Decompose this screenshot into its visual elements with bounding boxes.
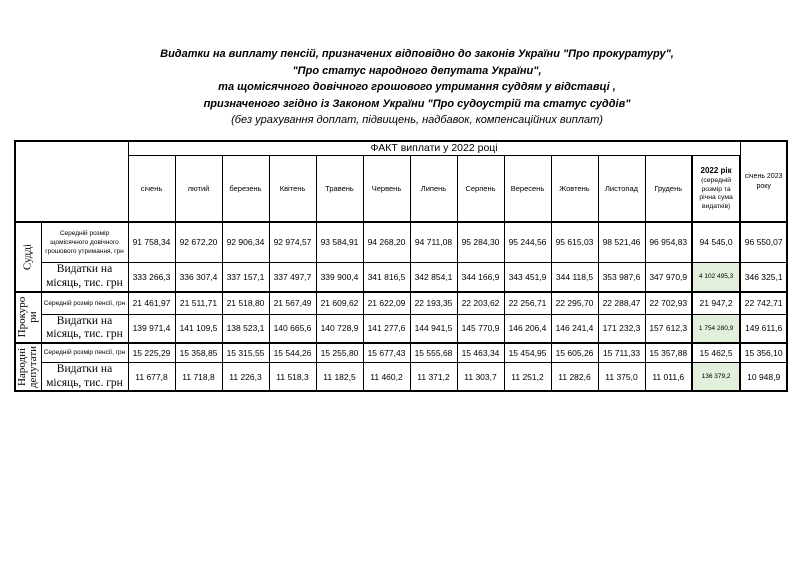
value-cell: 146 206,4 <box>504 314 551 343</box>
month-header: Листопад <box>598 156 645 223</box>
row-label: Середній розмір пенсії, грн <box>41 292 128 314</box>
value-cell: 21 511,71 <box>175 292 222 314</box>
month-header: лютий <box>175 156 222 223</box>
value-cell: 15 677,43 <box>363 343 410 363</box>
next-year-value-cell: 346 325,1 <box>740 262 787 292</box>
report-title-line: Видатки на виплату пенсій, призначених відповідно до законів України "Про прокуратуру", <box>160 48 674 60</box>
value-cell: 92 906,34 <box>222 222 269 262</box>
value-cell: 91 758,34 <box>128 222 175 262</box>
value-cell: 141 277,6 <box>363 314 410 343</box>
summary-value-cell: 136 379,2 <box>692 363 740 392</box>
report-title-line: "Про статус народного депутата України", <box>292 64 542 77</box>
month-header: Жовтень <box>551 156 598 223</box>
value-cell: 92 974,57 <box>269 222 316 262</box>
value-cell: 22 203,62 <box>457 292 504 314</box>
value-cell: 21 622,09 <box>363 292 410 314</box>
summary-value-cell: 4 102 495,3 <box>692 262 740 292</box>
group-label-text <box>23 244 34 270</box>
month-header: січень <box>128 156 175 223</box>
value-cell: 11 011,6 <box>645 363 692 392</box>
value-cell: 11 460,2 <box>363 363 410 392</box>
group-label <box>15 292 41 343</box>
value-cell: 11 226,3 <box>222 363 269 392</box>
value-cell: 22 295,70 <box>551 292 598 314</box>
value-cell: 171 232,3 <box>598 314 645 343</box>
summary-column-header <box>692 156 740 223</box>
value-cell: 353 987,6 <box>598 262 645 292</box>
value-cell: 21 567,49 <box>269 292 316 314</box>
value-cell: 98 521,46 <box>598 222 645 262</box>
next-year-value-cell: 96 550,07 <box>740 222 787 262</box>
value-cell: 15 711,33 <box>598 343 645 363</box>
month-header: Грудень <box>645 156 692 223</box>
value-cell: 344 166,9 <box>457 262 504 292</box>
group-label-line: Прокуро <box>16 296 29 338</box>
value-cell: 141 109,5 <box>175 314 222 343</box>
value-cell: 342 854,1 <box>410 262 457 292</box>
value-cell: 15 255,80 <box>316 343 363 363</box>
group-label-line: ри <box>27 311 40 323</box>
row-label: Видатки на місяць, тис. грн <box>41 363 128 392</box>
month-header: Травень <box>316 156 363 223</box>
report-title <box>34 46 800 129</box>
value-cell: 146 241,4 <box>551 314 598 343</box>
value-cell: 333 266,3 <box>128 262 175 292</box>
table-row <box>15 222 787 262</box>
row-label: Видатки на місяць, тис. грн <box>41 314 128 343</box>
value-cell: 11 182,5 <box>316 363 363 392</box>
value-cell: 15 463,34 <box>457 343 504 363</box>
month-header: березень <box>222 156 269 223</box>
group-label <box>15 222 41 292</box>
value-cell: 144 941,5 <box>410 314 457 343</box>
report-table <box>14 140 788 392</box>
value-cell: 22 288,47 <box>598 292 645 314</box>
summary-value-cell: 21 947,2 <box>692 292 740 314</box>
value-cell: 140 665,6 <box>269 314 316 343</box>
value-cell: 139 971,4 <box>128 314 175 343</box>
value-cell: 138 523,1 <box>222 314 269 343</box>
table-row <box>15 314 787 343</box>
month-header: Серпень <box>457 156 504 223</box>
value-cell: 95 615,03 <box>551 222 598 262</box>
value-cell: 145 770,9 <box>457 314 504 343</box>
value-cell: 11 375,0 <box>598 363 645 392</box>
value-cell: 94 268,20 <box>363 222 410 262</box>
value-cell: 15 315,55 <box>222 343 269 363</box>
value-cell: 94 711,08 <box>410 222 457 262</box>
table-row <box>15 262 787 292</box>
value-cell: 343 451,9 <box>504 262 551 292</box>
next-year-value-cell: 22 742,71 <box>740 292 787 314</box>
value-cell: 21 461,97 <box>128 292 175 314</box>
table-body <box>15 222 787 391</box>
value-cell: 15 605,26 <box>551 343 598 363</box>
value-cell: 11 251,2 <box>504 363 551 392</box>
value-cell: 336 307,4 <box>175 262 222 292</box>
value-cell: 15 454,95 <box>504 343 551 363</box>
value-cell: 11 303,7 <box>457 363 504 392</box>
row-label: Видатки на місяць, тис. грн <box>41 262 128 292</box>
month-header: Червень <box>363 156 410 223</box>
row-label: Середній розмір щомісячного довічного грошового утримання, грн <box>41 222 128 262</box>
value-cell: 22 702,93 <box>645 292 692 314</box>
value-cell: 22 256,71 <box>504 292 551 314</box>
table-row <box>15 343 787 363</box>
value-cell: 15 357,88 <box>645 343 692 363</box>
value-cell: 15 225,29 <box>128 343 175 363</box>
value-cell: 21 518,80 <box>222 292 269 314</box>
summary-value-cell: 1 754 280,9 <box>692 314 740 343</box>
value-cell: 140 728,9 <box>316 314 363 343</box>
table-row <box>15 363 787 392</box>
month-header: Квітень <box>269 156 316 223</box>
next-year-column-header: січень 2023 року <box>740 141 787 222</box>
value-cell: 11 718,8 <box>175 363 222 392</box>
value-cell: 93 584,91 <box>316 222 363 262</box>
value-cell: 339 900,4 <box>316 262 363 292</box>
value-cell: 11 282,6 <box>551 363 598 392</box>
next-year-value-cell: 15 356,10 <box>740 343 787 363</box>
month-header: Липень <box>410 156 457 223</box>
value-cell: 337 157,1 <box>222 262 269 292</box>
group-label-text <box>17 346 39 388</box>
next-year-value-cell: 10 948,9 <box>740 363 787 392</box>
value-cell: 157 612,3 <box>645 314 692 343</box>
value-cell: 21 609,62 <box>316 292 363 314</box>
value-cell: 337 497,7 <box>269 262 316 292</box>
summary-column-title: 2022 рік <box>700 166 732 175</box>
value-cell: 95 284,30 <box>457 222 504 262</box>
value-cell: 15 358,85 <box>175 343 222 363</box>
value-cell: 92 672,20 <box>175 222 222 262</box>
value-cell: 347 970,9 <box>645 262 692 292</box>
group-label-text <box>17 297 39 338</box>
row-label: Середній розмір пенсії, грн <box>41 343 128 363</box>
table-header <box>15 141 787 222</box>
value-cell: 96 954,83 <box>645 222 692 262</box>
summary-value-cell: 94 545,0 <box>692 222 740 262</box>
corner-cell <box>15 141 128 222</box>
report-title-line: (без урахування доплат, підвищень, надбавок, компенсаційних виплат) <box>231 114 603 126</box>
value-cell: 344 118,5 <box>551 262 598 292</box>
group-label-line: депутати <box>27 345 40 388</box>
fact-period-header: ФАКТ виплати у 2022 році <box>128 141 740 156</box>
header-row-months <box>15 156 787 223</box>
value-cell: 95 244,56 <box>504 222 551 262</box>
table-row <box>15 292 787 314</box>
report-title-line: призначеного згідно із Законом України "Про судоустрій та статус суддів" <box>203 97 631 110</box>
summary-value-cell: 15 462,5 <box>692 343 740 363</box>
value-cell: 11 518,3 <box>269 363 316 392</box>
group-label <box>15 343 41 392</box>
value-cell: 11 371,2 <box>410 363 457 392</box>
summary-column-subtitle: (середній розмір та річна сума видатків) <box>699 177 733 210</box>
report-title-line: та щомісячного довічного грошового утримання суддям у відставці , <box>218 81 616 93</box>
value-cell: 15 555,68 <box>410 343 457 363</box>
value-cell: 11 677,8 <box>128 363 175 392</box>
group-label-line: Судді <box>21 243 34 271</box>
month-header: Вересень <box>504 156 551 223</box>
header-row-fact <box>15 141 787 156</box>
value-cell: 341 816,5 <box>363 262 410 292</box>
value-cell: 15 544,26 <box>269 343 316 363</box>
value-cell: 22 193,35 <box>410 292 457 314</box>
group-label-line: Народні <box>16 347 29 386</box>
next-year-value-cell: 149 611,6 <box>740 314 787 343</box>
